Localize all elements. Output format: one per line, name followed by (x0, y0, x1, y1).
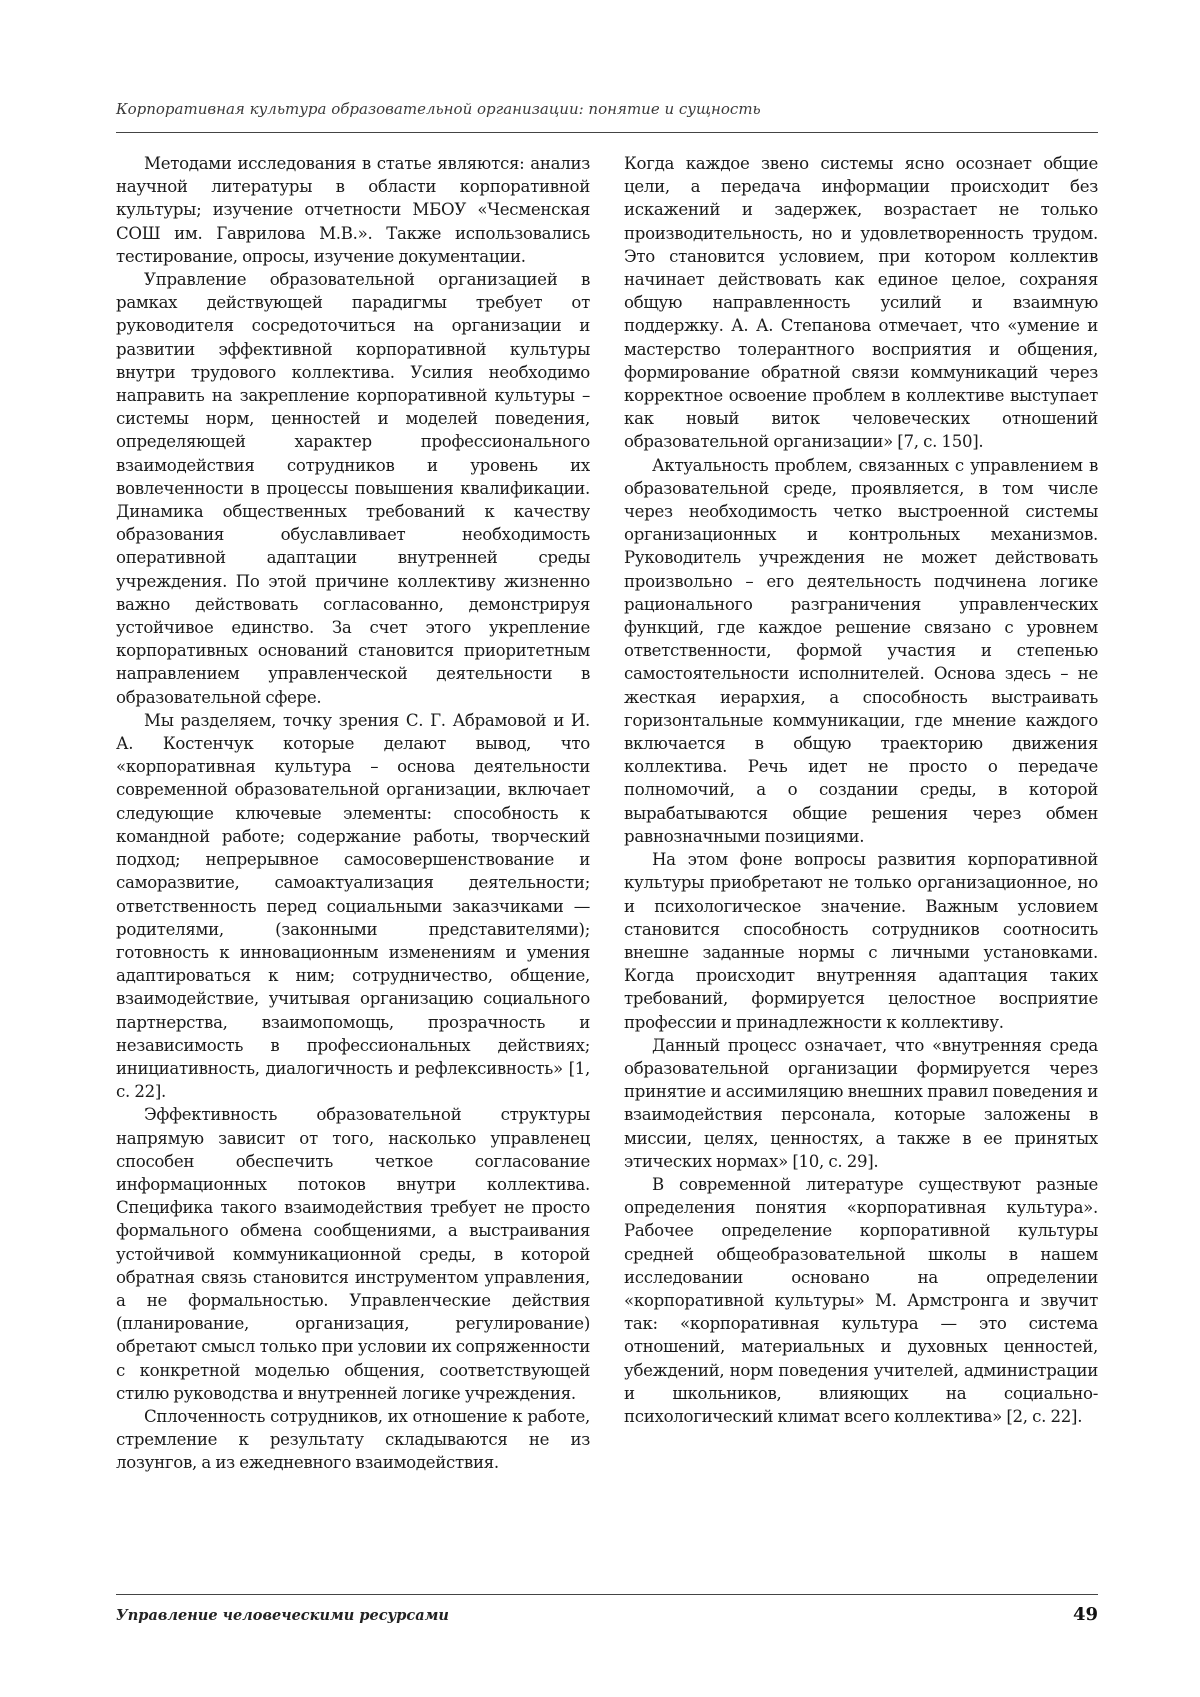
header-divider (116, 132, 1098, 133)
paragraph: Управление образовательной организацией в рамках действующей парадигмы требует от руководителя сосредоточиться на организации и развитии эффективной корпоративной культуры внутри трудового коллектива. Усилия необходимо направить на закрепление корпоративной культуры – системы норм, ценностей и моделей поведения, определяющей характер профессионального взаимодействия сотрудников и уровень их вовлеченности в процессы повышения квалификации. Динамика общественных требований к качеству образования обуславливает необходимость оперативной адаптации внутренней среды учреждения. По этой причине коллективу жизненно важно действовать согласованно, демонстрируя устойчивое единство. За счет этого укрепление корпоративных оснований становится приоритетным направлением управленческой деятельности в образовательной сфере. (116, 270, 590, 707)
paragraph: На этом фоне вопросы развития корпоративной культуры приобретают не только организационное, но и психологическое значение. Важным условием становится способность сотрудников соотносить внешне заданные нормы с личными установками. Когда происходит внутренняя адаптация таких требований, формируется целостное восприятие профессии и принадлежности к коллективу. (624, 850, 1098, 1032)
paragraph: Методами исследования в статье являются: анализ научной литературы в области корпоративной культуры; изучение отчетности МБОУ «Чесменская СОШ им. Гаврилова М.В.». Также использовались тестирование, опросы, изучение документации. (116, 154, 590, 266)
paragraph: Данный процесс означает, что «внутренняя среда образовательной организации формируется через принятие и ассимиляцию внешних правил поведения и взаимодействия персонала, которые заложены в миссии, целях, ценностях, а также в ее принятых этических нормах» [10, с. 29]. (624, 1035, 1098, 1171)
right-column (624, 152, 1098, 1564)
paragraph: В современной литературе существуют разные определения понятия «корпоративная культура». Рабочее определение корпоративной культуры средней общеобразовательной школы в нашем исследовании основано на определении «корпоративной культуры» М. Армстронга и звучит так: «корпоративная культура — это система отношений, материальных и духовных ценностей, убеждений, норм поведения учителей, администрации и школьников, влияющих на социально-психологический климат всего коллектива» [2, с. 22]. (624, 1174, 1098, 1426)
paragraph: Мы разделяем, точку зрения С. Г. Абрамовой и И. А. Костенчук которые делают вывод, что «корпоративная культура – основа деятельности современной образовательной организации, включает следующие ключевые элементы: способность к командной работе; содержание работы, творческий подход; непрерывное самосовершенствование и саморазвитие, самоактуализация деятельности; ответственность перед социальными заказчиками — родителями, (законными представителями); готовность к инновационным изменениям и умения адаптироваться к ним; сотрудничество, общение, взаимодействие, учитывая организацию социального партнерства, взаимопомощь, прозрачность и независимость в профессиональных действиях; инициативность, диалогичность и рефлексивность» [1, с. 22]. (116, 710, 590, 1102)
journal-section-title: Управление человеческими ресурсами (116, 1607, 449, 1624)
paragraph-continuation: Когда каждое звено системы ясно осознает общие цели, а передача информации происходит без искажений и задержек, возрастает не только производительность, но и удовлетворенность трудом. Это становится условием, при котором коллектив начинает действовать как единое целое, сохраняя общую направленность усилий и взаимную поддержку. А. А. Степанова отмечает, что «умение и мастерство толерантного восприятия и общения, формирование обратной связи коммуникаций через корректное освоение проблем в коллективе выступает как новый виток человеческих отношений образовательной организации» [7, с. 150]. (624, 154, 1098, 452)
running-header: Корпоративная культура образовательной организации: понятие и сущность (116, 100, 761, 118)
footer-divider (116, 1594, 1098, 1595)
article-body (116, 152, 1098, 1564)
paragraph: Эффективность образовательной структуры напрямую зависит от того, насколько управленец способен обеспечить четкое согласование информационных потоков внутри коллектива. Специфика такого взаимодействия требует не просто формального обмена сообщениями, а выстраивания устойчивой коммуникационной среды, в которой обратная связь становится инструментом управления, а не формальностью. Управленческие действия (планирование, организация, регулирование) обретают смысл только при условии их сопряженности с конкретной моделью общения, соответствующей стилю руководства и внутренней логике учреждения. (116, 1105, 590, 1403)
left-column (116, 152, 590, 1564)
paragraph: Сплоченность сотрудников, их отношение к работе, стремление к результату складываются не из лозунгов, а из ежедневного взаимодействия. (116, 1406, 590, 1473)
page-number: 49 (1072, 1604, 1098, 1625)
paragraph: Актуальность проблем, связанных с управлением в образовательной среде, проявляется, в том числе через необходимость четко выстроенной системы организационных и контрольных механизмов. Руководитель учреждения не может действовать произвольно – его деятельность подчинена логике рационального разграничения управленческих функций, где каждое решение связано с уровнем ответственности, формой участия и степенью самостоятельности исполнителей. Основа здесь – не жесткая иерархия, а способность выстраивать горизонтальные коммуникации, где мнение каждого включается в общую траекторию движения коллектива. Речь идет не просто о передаче полномочий, а о создании среды, в которой вырабатываются общие решения через обмен равнозначными позициями. (624, 455, 1098, 846)
